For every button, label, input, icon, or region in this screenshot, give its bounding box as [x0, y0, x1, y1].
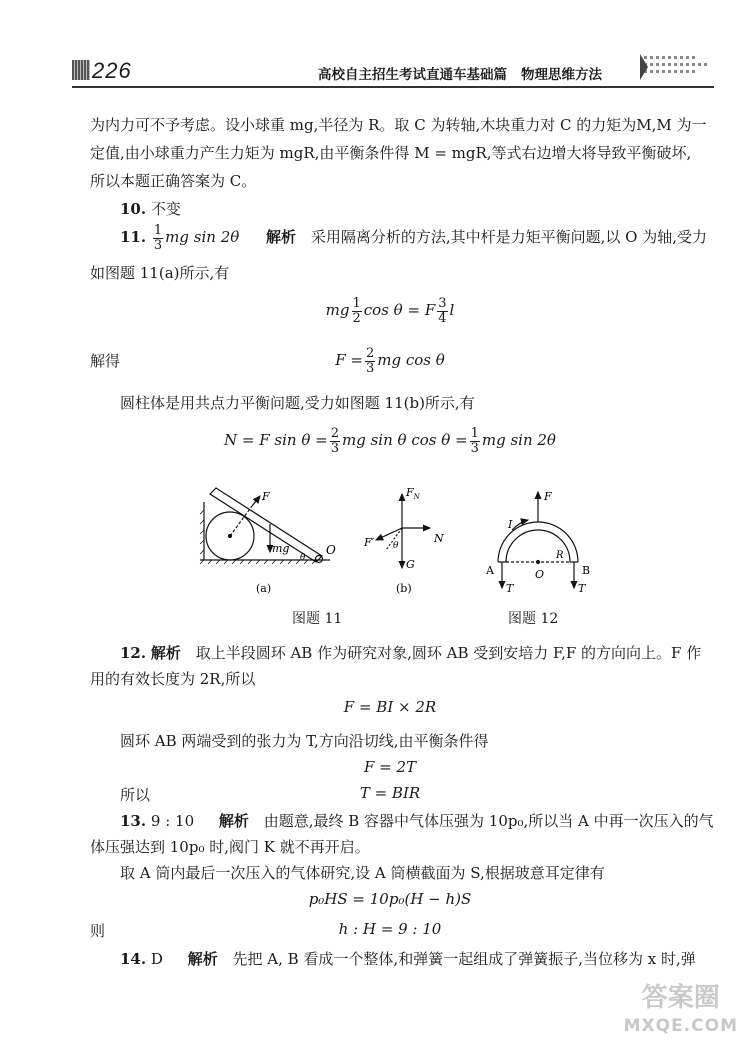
- solve-label: 解得: [90, 352, 121, 370]
- figure-b-label: (b): [396, 582, 412, 595]
- analysis-text: 先把 A, B 看成一个整体,和弹簧一起组成了弹簧振子,当位移为 x 时,弹: [232, 950, 696, 968]
- label-A: A: [486, 564, 494, 577]
- label-I: I: [508, 518, 513, 531]
- analysis-text: 由题意,最终 B 容器中气体压强为 10p₀,所以当 A 中再一次压入的气: [263, 812, 714, 830]
- answer-10: [120, 198, 181, 220]
- text-line: 圆柱体是用共点力平衡问题,受力如图题 11(b)所示,有: [120, 394, 475, 412]
- text-line: 为内力可不予考虑。设小球重 mg,半径为 R。取 C 为转轴,木块重力对 C 的力矩为M,M 为一: [90, 116, 707, 134]
- question-number: 11.: [120, 228, 147, 246]
- analysis-label: 解析: [150, 644, 181, 662]
- equation: h : H = 9 : 10: [338, 920, 442, 938]
- answer-text: 不变: [150, 200, 181, 218]
- answer-12: 12. 解析 取上半段圆环 AB 作为研究对象,圆环 AB 受到安培力 F,F 的方向向上。F 作: [120, 644, 702, 662]
- text-line: 定值,由小球重力产生力矩为 mgR,由平衡条件得 M = mgR,等式右边增大将导致平衡破坏,: [90, 144, 692, 162]
- label-B: B: [582, 564, 591, 577]
- answer-text: mg sin 2θ: [165, 228, 240, 246]
- text-line: 圆环 AB 两端受到的张力为 T,方向沿切线,由平衡条件得: [120, 732, 489, 750]
- book-title: 高校自主招生考试直通车基础篇: [318, 67, 507, 83]
- equation: mg $\frac{1}{2}$ cos θ = F $\frac{3}{4}$ l: [325, 295, 455, 326]
- text-line: 所以本题正确答案为 C。: [90, 172, 257, 190]
- equation: N = F sin θ = $\frac{2}{3}$ mg sin θ cos θ = $\frac{1}{3}$ mg sin 2θ: [224, 425, 556, 456]
- label-T-left: T: [506, 582, 514, 595]
- header-page-marker: [72, 60, 90, 80]
- answer-text: D: [150, 950, 163, 968]
- answer-text: 9 : 10: [150, 812, 195, 830]
- label-Fprime: F′: [364, 536, 375, 549]
- label-O: O: [326, 543, 336, 557]
- label-theta: θ: [300, 553, 306, 563]
- label-T-right: T: [578, 582, 586, 595]
- answer-11: 11. $\frac{1}{3}$ mg sin 2θ 解析 采用隔离分析的方法,其中杆是力矩平衡问题,以 O 为轴,受力: [120, 222, 707, 253]
- label-N: N: [434, 532, 444, 545]
- label-R: R: [556, 550, 564, 561]
- header-ornament: [640, 50, 720, 84]
- text-line: 取 A 筒内最后一次压入的气体研究,设 A 筒横截面为 S,根据玻意耳定律有: [120, 864, 605, 882]
- label-mg: mg: [272, 542, 290, 555]
- equation: F = BI × 2R: [343, 698, 437, 716]
- analysis-label: 解析: [218, 812, 249, 830]
- equation: T = BIR: [359, 784, 421, 802]
- running-header: [318, 63, 602, 83]
- question-number: 10.: [120, 200, 147, 218]
- so-label: 所以: [120, 786, 151, 804]
- label-F: F: [262, 490, 270, 503]
- equation: F = 2T: [363, 758, 417, 776]
- analysis-text: 取上半段圆环 AB 作为研究对象,圆环 AB 受到安培力 F,F 的方向向上。F 作: [195, 644, 702, 662]
- text-line: 用的有效长度为 2R,所以: [90, 670, 256, 688]
- header-rule: [72, 86, 714, 88]
- label-FN: $F_N$: [406, 486, 420, 501]
- analysis-text: 采用隔离分析的方法,其中杆是力矩平衡问题,以 O 为轴,受力: [310, 228, 707, 246]
- figure-11b: [376, 494, 430, 568]
- figures-11-12: [190, 484, 620, 604]
- answer-14: 14. D 解析 先把 A, B 看成一个整体,和弹簧一起组成了弹簧振子,当位移为 x 时,弹: [120, 950, 696, 968]
- analysis-label: 解析: [266, 228, 297, 246]
- label-G: G: [406, 558, 415, 571]
- equation: p₀HS = 10p₀(H − h)S: [308, 890, 472, 908]
- watermark: 答案圈 MXQE.COM: [623, 983, 738, 1036]
- label-F-12: F: [544, 490, 552, 503]
- label-O-12: O: [535, 568, 545, 581]
- page-number: 226: [92, 58, 132, 83]
- equation: F = $\frac{2}{3}$ mg cos θ: [335, 345, 445, 376]
- figure-12-caption: 图题 12: [508, 611, 559, 627]
- answer-13: 13. 9 : 10 解析 由题意,最终 B 容器中气体压强为 10p₀,所以当 A 中再一次压入的气: [120, 812, 714, 830]
- analysis-label: 解析: [187, 950, 218, 968]
- section-title: 物理思维方法: [521, 67, 602, 83]
- then-label: 则: [90, 922, 106, 940]
- figure-a-label: (a): [256, 582, 272, 595]
- text-line: 体压强达到 10p₀ 时,阀门 K 就不再开启。: [90, 838, 370, 856]
- label-theta-b: θ: [393, 541, 399, 551]
- figure-11-caption: 图题 11: [292, 611, 343, 627]
- text-line: 如图题 11(a)所示,有: [90, 264, 230, 282]
